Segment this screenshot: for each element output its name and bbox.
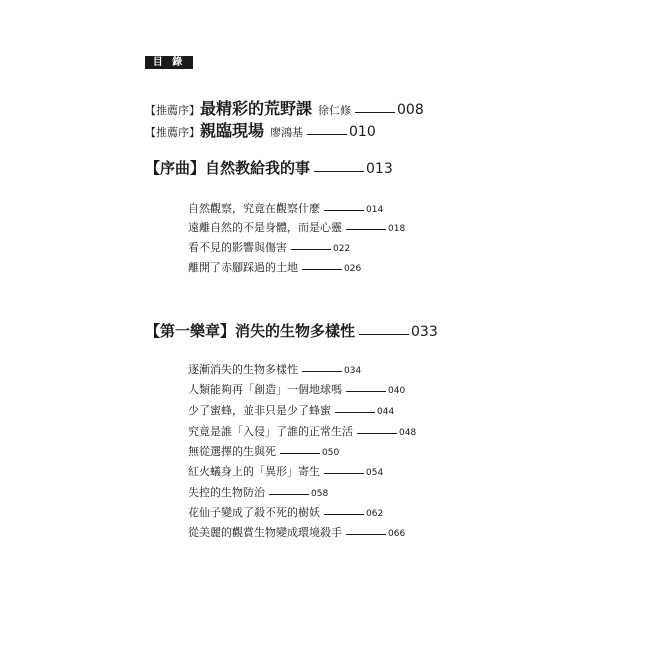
item-title: 失控的生物防治: [188, 486, 265, 499]
item-title: 遠離自然的不是身體，而是心靈: [188, 221, 342, 234]
preface-tag: 【推薦序】: [145, 126, 200, 139]
section-heading: 【序曲】自然教給我的事: [145, 159, 311, 177]
item-title: 逐漸消失的生物多樣性: [188, 363, 298, 376]
toc-item[interactable]: [188, 402, 394, 418]
leader-line: [314, 171, 364, 172]
leader-line: [346, 229, 386, 230]
toc-item[interactable]: [188, 239, 350, 255]
page-number: 054: [366, 468, 384, 478]
toc-section-prelude[interactable]: [145, 157, 393, 178]
page-number: 013: [366, 161, 393, 177]
toc-entry-preface-1[interactable]: [145, 96, 424, 119]
leader-line: [324, 514, 364, 515]
item-title: 紅火蟻身上的「異形」寄生: [188, 465, 320, 478]
toc-item[interactable]: [188, 423, 416, 439]
page-number: 018: [388, 224, 406, 234]
page-number: 022: [333, 244, 351, 254]
preface-title: 親臨現場: [200, 121, 265, 140]
toc-section-chapter-1[interactable]: [145, 320, 438, 341]
leader-line: [357, 433, 397, 434]
page-number: 033: [411, 324, 438, 340]
page-number: 040: [388, 386, 406, 396]
leader-line: [355, 112, 395, 113]
leader-line: [335, 412, 375, 413]
toc-header-badge: 目 錄: [145, 56, 193, 69]
toc-item[interactable]: [188, 361, 361, 377]
leader-line: [291, 249, 331, 250]
leader-line: [302, 269, 342, 270]
item-title: 從美麗的觀賞生物變成環境殺手: [188, 526, 342, 539]
preface-title: 最精彩的荒野課: [200, 99, 313, 118]
page-number: 058: [311, 489, 329, 499]
page-number: 026: [344, 264, 362, 274]
toc-item[interactable]: [188, 463, 383, 479]
toc-item[interactable]: [188, 200, 383, 216]
item-title: 少了蜜蜂，並非只是少了蜂蜜: [188, 404, 331, 417]
preface-author: 徐仁修: [318, 104, 352, 117]
leader-line: [346, 534, 386, 535]
page-number: 044: [377, 407, 395, 417]
page-number: 048: [399, 428, 417, 438]
page-number: 008: [397, 102, 424, 118]
page-number: 066: [388, 529, 406, 539]
toc-item[interactable]: [188, 504, 383, 520]
toc-item[interactable]: [188, 443, 339, 459]
item-title: 看不見的影響與傷害: [188, 241, 287, 254]
leader-line: [307, 134, 347, 135]
item-title: 究竟是誰「入侵」了誰的正常生活: [188, 425, 353, 438]
toc-item[interactable]: [188, 524, 405, 540]
preface-author: 廖鴻基: [270, 126, 304, 139]
toc-entry-preface-2[interactable]: [145, 118, 376, 141]
leader-line: [302, 371, 342, 372]
leader-line: [269, 494, 309, 495]
leader-line: [346, 391, 386, 392]
page-number: 062: [366, 509, 384, 519]
page-number: 034: [344, 366, 362, 376]
leader-line: [324, 210, 364, 211]
toc-item[interactable]: [188, 259, 361, 275]
toc-item[interactable]: [188, 219, 405, 235]
leader-line: [280, 453, 320, 454]
item-title: 離開了赤腳踩過的土地: [188, 261, 298, 274]
page-number: 010: [349, 124, 376, 140]
page-number: 014: [366, 205, 384, 215]
section-heading: 【第一樂章】消失的生物多樣性: [145, 322, 356, 340]
item-title: 自然觀察，究竟在觀察什麼: [188, 202, 320, 215]
toc-item[interactable]: [188, 381, 405, 397]
item-title: 花仙子變成了殺不死的樹妖: [188, 506, 320, 519]
toc-item[interactable]: [188, 484, 328, 500]
page-number: 050: [322, 448, 340, 458]
preface-tag: 【推薦序】: [145, 104, 200, 117]
leader-line: [359, 334, 409, 335]
item-title: 人類能夠再「創造」一個地球嗎: [188, 383, 342, 396]
leader-line: [324, 473, 364, 474]
item-title: 無從選擇的生與死: [188, 445, 276, 458]
